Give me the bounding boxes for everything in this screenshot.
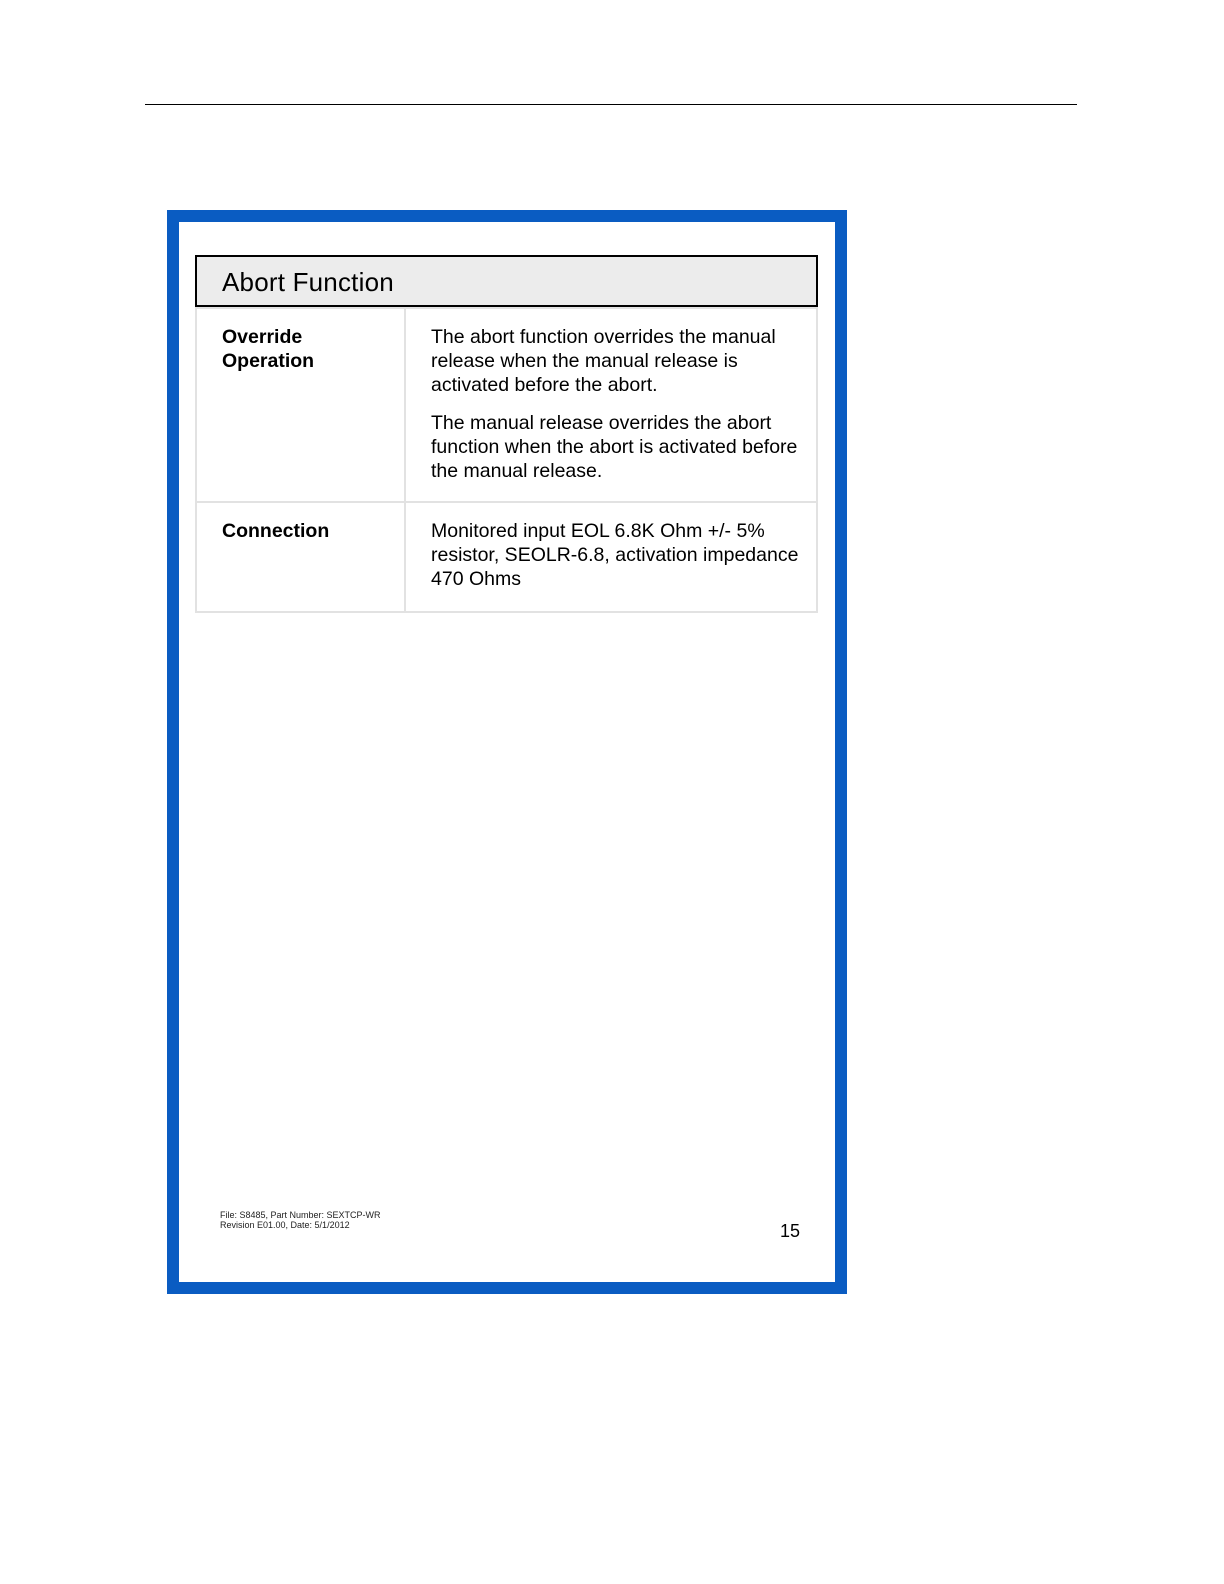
table-row xyxy=(196,308,817,502)
table-row xyxy=(196,502,817,612)
page-number: 15 xyxy=(780,1221,801,1241)
row-value xyxy=(405,502,817,612)
row-label xyxy=(196,502,405,612)
row-value-paragraph: Monitored input EOL 6.8K Ohm +/- 5% resistor, SEOLR-6.8, activation impedance 470 Ohms xyxy=(431,520,799,590)
row-label xyxy=(196,308,405,502)
section-title: Abort Function xyxy=(222,267,394,297)
footer-revision-line: Revision E01.00, Date: 5/1/2012 xyxy=(220,1220,350,1230)
footer-file-info xyxy=(220,1210,381,1230)
section-header xyxy=(195,255,818,307)
row-value-paragraph: The manual release overrides the abort function when the abort is activated before the manual release. xyxy=(431,412,798,482)
page-frame xyxy=(167,210,847,1294)
header-rule xyxy=(145,104,1077,105)
row-value-paragraph: The abort function overrides the manual release when the manual release is activated before the abort. xyxy=(431,326,776,396)
row-value xyxy=(405,308,817,502)
row-label-text: Override Operation xyxy=(222,326,315,372)
footer-file-line: File: S8485, Part Number: SEXTCP-WR xyxy=(220,1210,381,1220)
spec-table xyxy=(195,307,818,613)
row-label-text: Connection xyxy=(222,520,330,542)
